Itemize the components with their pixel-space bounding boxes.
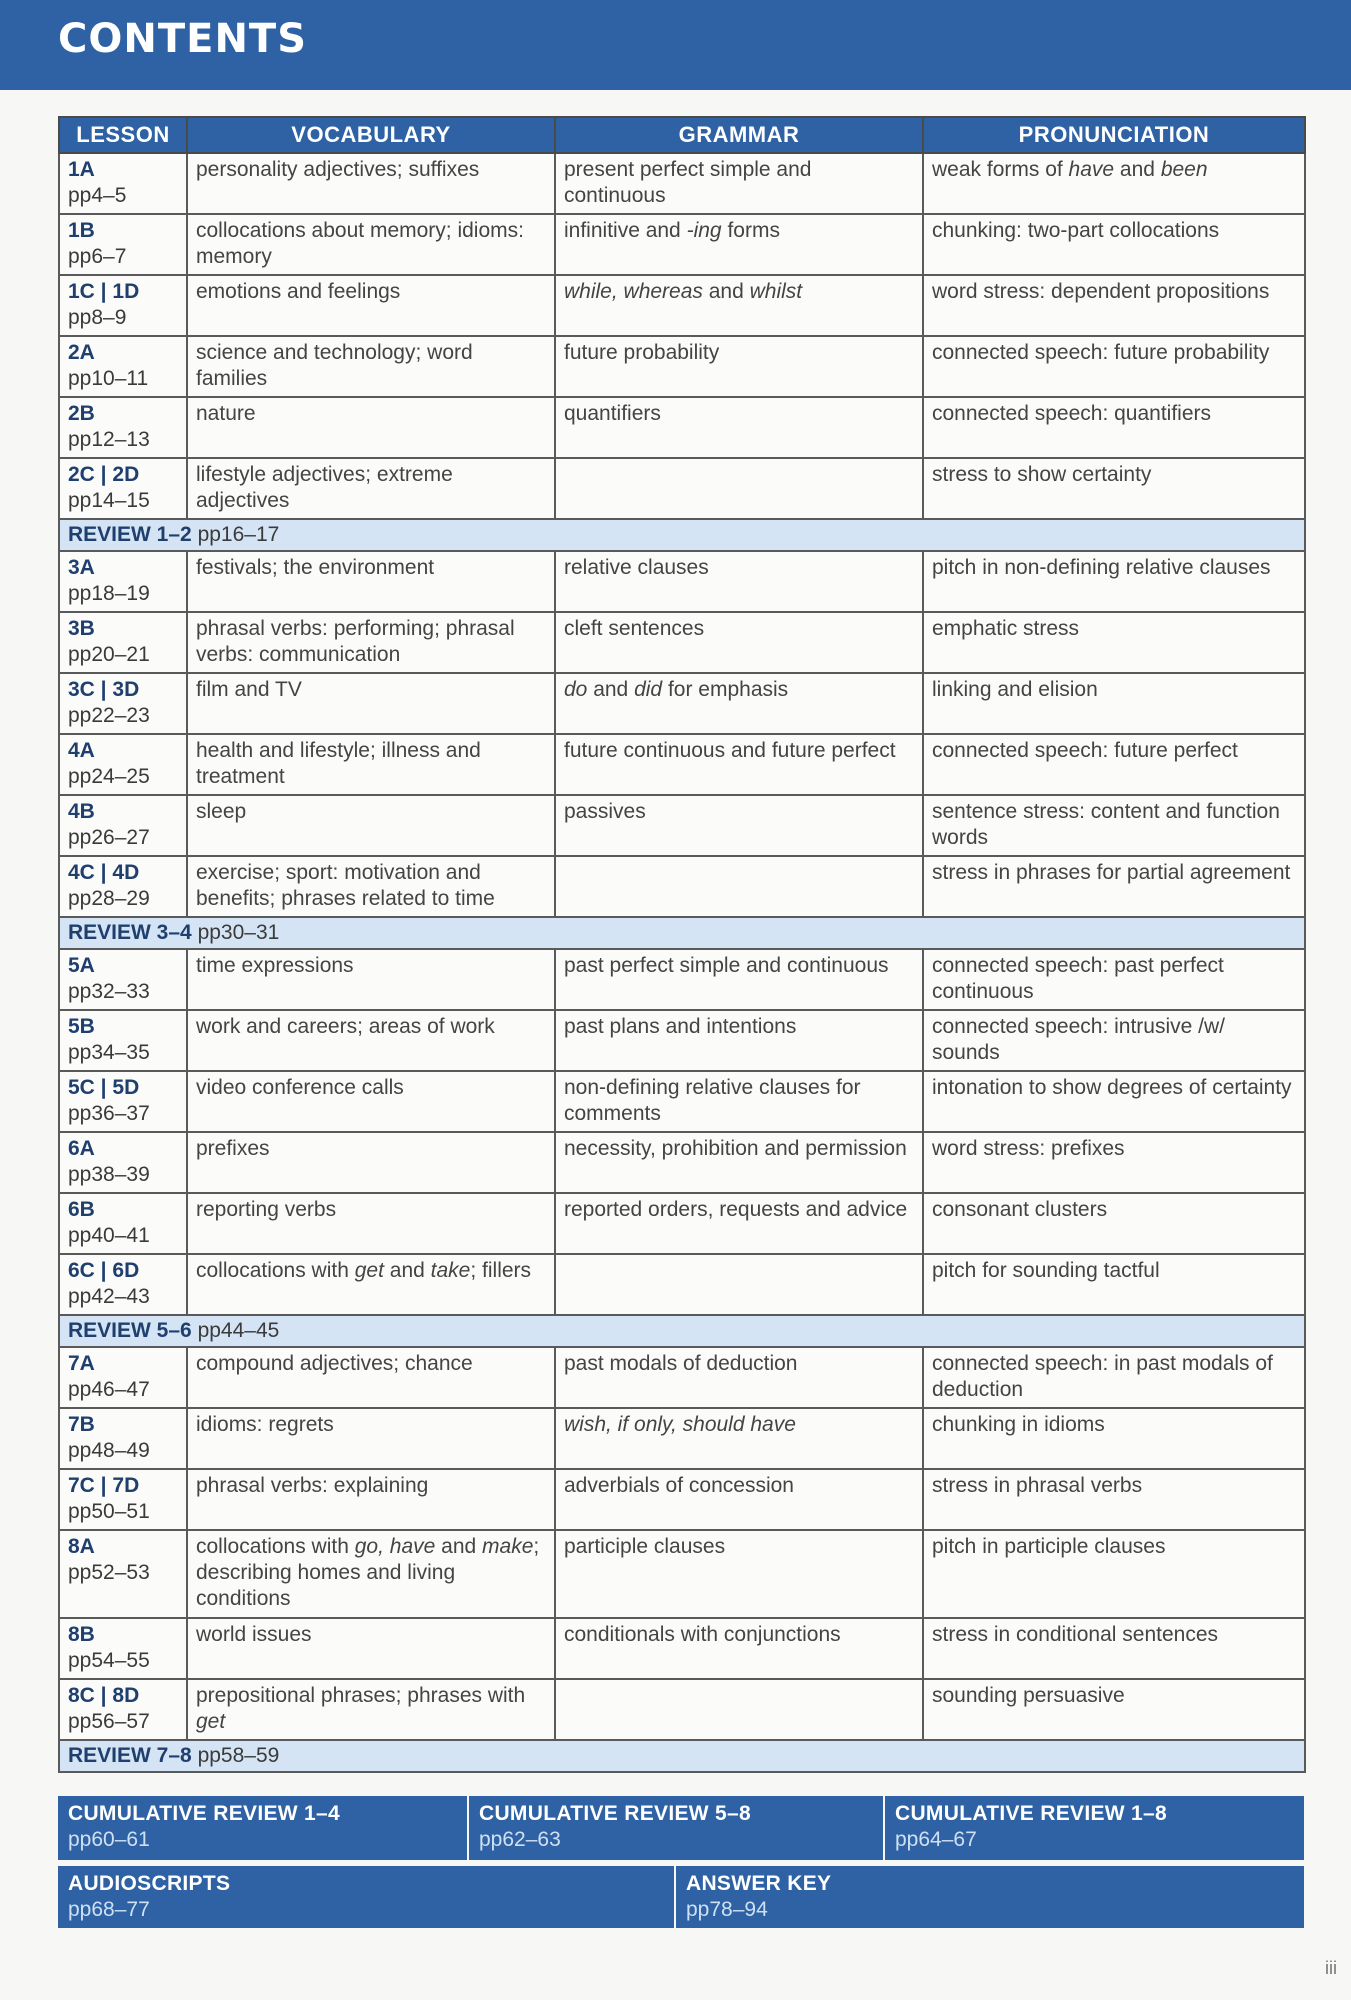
grammar-cell: future probability [555,336,923,397]
pronunciation-cell: weak forms of have and been [923,153,1305,214]
review-title: REVIEW 5–6 [68,1319,192,1342]
lesson-pages: pp12–13 [68,428,150,451]
pronunciation-cell: connected speech: future perfect [923,734,1305,795]
lesson-cell[interactable] [59,734,187,795]
review-pages: pp44–45 [197,1319,280,1342]
grammar-cell: past modals of deduction [555,1347,923,1408]
lesson-row [59,1347,1305,1408]
page-header-banner [0,0,1351,90]
lesson-cell[interactable] [59,612,187,673]
vocabulary-cell: idioms: regrets [187,1408,555,1469]
lesson-row [59,458,1305,519]
lesson-row [59,397,1305,458]
vocabulary-cell: work and careers; areas of work [187,1010,555,1071]
audioscripts-title: AUDIOSCRIPTS [68,1872,231,1895]
lesson-pages: pp18–19 [68,582,150,605]
lesson-code: 7C | 7D [68,1474,140,1497]
grammar-cell: while, whereas and whilst [555,275,923,336]
lesson-row [59,153,1305,214]
lesson-cell[interactable] [59,1530,187,1618]
grammar-cell: past perfect simple and continuous [555,949,923,1010]
pronunciation-cell: stress in phrasal verbs [923,1469,1305,1530]
lesson-cell[interactable] [59,336,187,397]
column-header-vocabulary: VOCABULARY [187,117,555,153]
column-header-grammar: GRAMMAR [555,117,923,153]
lesson-row [59,1618,1305,1679]
lesson-code: 1A [68,158,95,181]
review-row [59,1740,1305,1772]
answer-key-section[interactable] [676,1866,1304,1928]
grammar-cell: non-defining relative clauses for comments [555,1071,923,1132]
lesson-cell[interactable] [59,1347,187,1408]
audioscripts-section[interactable] [58,1866,676,1928]
lesson-code: 1B [68,219,95,242]
vocabulary-cell: phrasal verbs: performing; phrasal verbs: communication [187,612,555,673]
table-body [59,153,1305,1772]
lesson-code: 5A [68,954,95,977]
lesson-code: 5B [68,1015,95,1038]
lesson-pages: pp50–51 [68,1500,150,1523]
lesson-pages: pp22–23 [68,704,150,727]
pronunciation-cell: pitch in non-defining relative clauses [923,551,1305,612]
review-row [59,519,1305,551]
lesson-cell[interactable] [59,1071,187,1132]
lesson-cell[interactable] [59,214,187,275]
lesson-cell[interactable] [59,551,187,612]
vocabulary-cell: science and technology; word families [187,336,555,397]
pronunciation-cell: chunking: two-part collocations [923,214,1305,275]
pronunciation-cell: stress in conditional sentences [923,1618,1305,1679]
cumulative-review-5-8[interactable] [469,1796,885,1860]
review-title: REVIEW 1–2 [68,523,192,546]
lesson-cell[interactable] [59,1193,187,1254]
vocabulary-cell: phrasal verbs: explaining [187,1469,555,1530]
review-pages: pp58–59 [197,1744,280,1767]
vocabulary-cell: sleep [187,795,555,856]
lesson-code: 2C | 2D [68,463,140,486]
pronunciation-cell: connected speech: future probability [923,336,1305,397]
lesson-cell[interactable] [59,1469,187,1530]
pronunciation-cell: word stress: dependent propositions [923,275,1305,336]
lesson-pages: pp54–55 [68,1649,150,1672]
lesson-pages: pp8–9 [68,306,127,329]
cumulative-review-1-4[interactable] [58,1796,469,1860]
review-pages: pp30–31 [197,921,280,944]
lesson-cell[interactable] [59,397,187,458]
pronunciation-cell: connected speech: quantifiers [923,397,1305,458]
vocabulary-cell: nature [187,397,555,458]
vocabulary-cell: emotions and feelings [187,275,555,336]
page-number: iii [1325,1958,1337,1978]
column-header-lesson: LESSON [59,117,187,153]
review-pages: pp16–17 [197,523,280,546]
lesson-code: 8A [68,1535,95,1558]
audioscripts-pages: pp68–77 [68,1898,150,1921]
lesson-code: 6B [68,1198,95,1221]
pronunciation-cell: connected speech: intrusive /w/ sounds [923,1010,1305,1071]
lesson-row [59,1193,1305,1254]
column-header-pronunciation: PRONUNCIATION [923,117,1305,153]
answer-key-pages: pp78–94 [686,1898,768,1921]
vocabulary-cell: exercise; sport: motivation and benefits; phrases related to time [187,856,555,917]
vocabulary-cell: personality adjectives; suffixes [187,153,555,214]
pronunciation-cell: sentence stress: content and function words [923,795,1305,856]
lesson-code: 1C | 1D [68,280,140,303]
lesson-code: 6A [68,1137,95,1160]
lesson-pages: pp20–21 [68,643,150,666]
table-header-row [59,117,1305,153]
lesson-pages: pp6–7 [68,245,127,268]
review-row [59,917,1305,949]
vocabulary-cell: collocations with get and take; fillers [187,1254,555,1315]
lesson-code: 2A [68,341,95,364]
cumulative-review-pages: pp60–61 [68,1828,150,1851]
lesson-cell[interactable] [59,275,187,336]
lesson-code: 4C | 4D [68,861,140,884]
grammar-cell: past plans and intentions [555,1010,923,1071]
vocabulary-cell: collocations about memory; idioms: memory [187,214,555,275]
review-cell[interactable] [59,917,1305,949]
lesson-cell[interactable] [59,795,187,856]
lesson-cell[interactable] [59,673,187,734]
grammar-cell: conditionals with conjunctions [555,1618,923,1679]
lesson-pages: pp42–43 [68,1285,150,1308]
lesson-pages: pp24–25 [68,765,150,788]
lesson-pages: pp52–53 [68,1561,150,1584]
vocabulary-cell: lifestyle adjectives; extreme adjectives [187,458,555,519]
vocabulary-cell: health and lifestyle; illness and treatment [187,734,555,795]
lesson-row [59,1530,1305,1618]
lesson-row [59,551,1305,612]
lesson-row [59,275,1305,336]
review-cell[interactable] [59,519,1305,551]
lesson-code: 8C | 8D [68,1684,140,1707]
vocabulary-cell: reporting verbs [187,1193,555,1254]
lesson-pages: pp48–49 [68,1439,150,1462]
lesson-row [59,795,1305,856]
vocabulary-cell: collocations with go, have and make; describing homes and living conditions [187,1530,555,1618]
lesson-row [59,949,1305,1010]
cumulative-review-pages: pp62–63 [479,1828,561,1851]
grammar-cell: necessity, prohibition and permission [555,1132,923,1193]
vocabulary-cell: film and TV [187,673,555,734]
vocabulary-cell: prefixes [187,1132,555,1193]
pronunciation-cell: pitch for sounding tactful [923,1254,1305,1315]
lesson-cell[interactable] [59,1010,187,1071]
lesson-row [59,336,1305,397]
lesson-row [59,1408,1305,1469]
pronunciation-cell: sounding persuasive [923,1679,1305,1740]
lesson-row [59,612,1305,673]
grammar-cell: cleft sentences [555,612,923,673]
lesson-row [59,1469,1305,1530]
lesson-cell[interactable] [59,1254,187,1315]
grammar-cell [555,856,923,917]
grammar-cell: reported orders, requests and advice [555,1193,923,1254]
lesson-code: 3C | 3D [68,678,140,701]
grammar-cell [555,1254,923,1315]
review-title: REVIEW 3–4 [68,921,192,944]
lesson-row [59,734,1305,795]
lesson-code: 4A [68,739,95,762]
cumulative-review-title: CUMULATIVE REVIEW 1–4 [68,1802,340,1825]
lesson-pages: pp4–5 [68,184,127,207]
pronunciation-cell: word stress: prefixes [923,1132,1305,1193]
grammar-cell: do and did for emphasis [555,673,923,734]
cumulative-review-pages: pp64–67 [895,1828,977,1851]
lesson-pages: pp38–39 [68,1163,150,1186]
pronunciation-cell: stress to show certainty [923,458,1305,519]
lesson-pages: pp14–15 [68,489,150,512]
vocabulary-cell: prepositional phrases; phrases with get [187,1679,555,1740]
grammar-cell: present perfect simple and continuous [555,153,923,214]
lesson-pages: pp56–57 [68,1710,150,1733]
lesson-code: 4B [68,800,95,823]
contents-table [58,116,1306,1773]
lesson-pages: pp10–11 [68,367,149,390]
grammar-cell [555,458,923,519]
pronunciation-cell: consonant clusters [923,1193,1305,1254]
review-row [59,1315,1305,1347]
lesson-cell[interactable] [59,1132,187,1193]
pronunciation-cell: connected speech: past perfect continuous [923,949,1305,1010]
review-title: REVIEW 7–8 [68,1744,192,1767]
lesson-row [59,214,1305,275]
lesson-pages: pp34–35 [68,1041,150,1064]
pronunciation-cell: pitch in participle clauses [923,1530,1305,1618]
lesson-cell[interactable] [59,1679,187,1740]
cumulative-review-title: CUMULATIVE REVIEW 5–8 [479,1802,751,1825]
lesson-code: 5C | 5D [68,1076,140,1099]
grammar-cell [555,1679,923,1740]
lesson-code: 3A [68,556,95,579]
grammar-cell: participle clauses [555,1530,923,1618]
grammar-cell: passives [555,795,923,856]
cumulative-review-title: CUMULATIVE REVIEW 1–8 [895,1802,1167,1825]
grammar-cell: wish, if only, should have [555,1408,923,1469]
lesson-row [59,1254,1305,1315]
vocabulary-cell: time expressions [187,949,555,1010]
lesson-row [59,856,1305,917]
lesson-code: 6C | 6D [68,1259,140,1282]
lesson-row [59,1132,1305,1193]
page-title: CONTENTS [58,16,308,62]
lesson-cell[interactable] [59,458,187,519]
vocabulary-cell: world issues [187,1618,555,1679]
lesson-cell[interactable] [59,949,187,1010]
lesson-row [59,1010,1305,1071]
lesson-cell[interactable] [59,1408,187,1469]
answer-key-title: ANSWER KEY [686,1872,832,1895]
pronunciation-cell: emphatic stress [923,612,1305,673]
lesson-cell[interactable] [59,856,187,917]
lesson-pages: pp32–33 [68,980,150,1003]
lesson-row [59,1071,1305,1132]
vocabulary-cell: festivals; the environment [187,551,555,612]
cumulative-review-1-8[interactable] [885,1796,1304,1860]
pronunciation-cell: stress in phrases for partial agreement [923,856,1305,917]
grammar-cell: infinitive and -ing forms [555,214,923,275]
vocabulary-cell: compound adjectives; chance [187,1347,555,1408]
grammar-cell: quantifiers [555,397,923,458]
lesson-code: 7B [68,1413,95,1436]
review-cell[interactable] [59,1740,1305,1772]
lesson-pages: pp40–41 [68,1224,150,1247]
grammar-cell: relative clauses [555,551,923,612]
lesson-row [59,1679,1305,1740]
pronunciation-cell: intonation to show degrees of certainty [923,1071,1305,1132]
lesson-code: 7A [68,1352,95,1375]
lesson-code: 2B [68,402,95,425]
lesson-cell[interactable] [59,153,187,214]
vocabulary-cell: video conference calls [187,1071,555,1132]
lesson-pages: pp36–37 [68,1102,150,1125]
lesson-code: 3B [68,617,95,640]
grammar-cell: adverbials of concession [555,1469,923,1530]
pronunciation-cell: connected speech: in past modals of deduction [923,1347,1305,1408]
lesson-cell[interactable] [59,1618,187,1679]
lesson-pages: pp26–27 [68,826,150,849]
grammar-cell: future continuous and future perfect [555,734,923,795]
lesson-code: 8B [68,1623,95,1646]
lesson-pages: pp28–29 [68,887,150,910]
review-cell[interactable] [59,1315,1305,1347]
lesson-pages: pp46–47 [68,1378,150,1401]
pronunciation-cell: linking and elision [923,673,1305,734]
pronunciation-cell: chunking in idioms [923,1408,1305,1469]
lesson-row [59,673,1305,734]
